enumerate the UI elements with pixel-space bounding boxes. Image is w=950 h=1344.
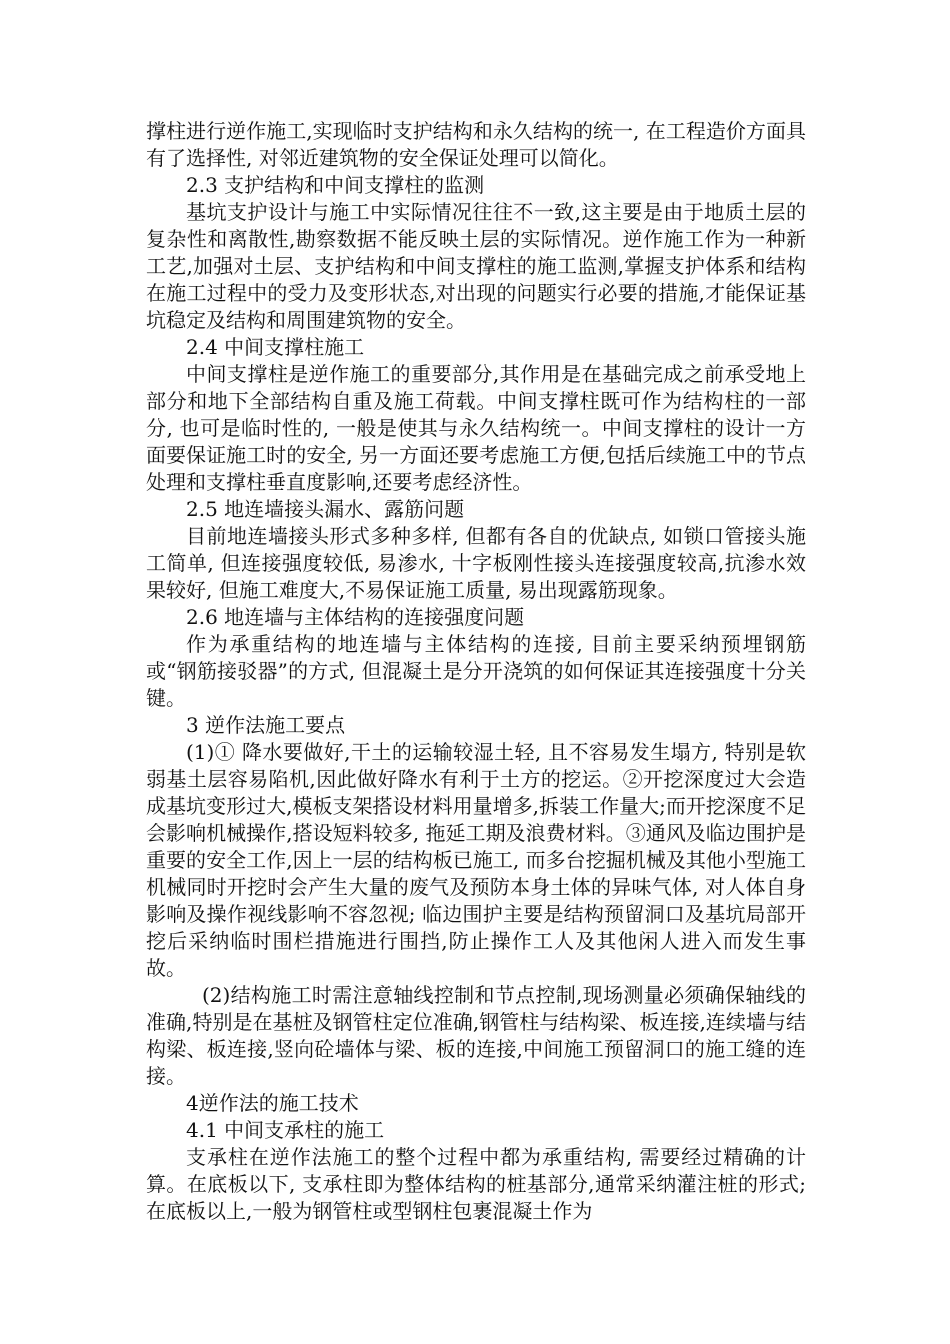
section-heading-2-3: 2.3 支护结构和中间支撑柱的监测 xyxy=(186,173,485,197)
paragraph-continued: 撑柱进行逆作施工,实现临时支护结构和永久结构的统一, 在工程造价方面具有了选择性, 对邻近建筑物的安全保证处理可以简化。 xyxy=(146,119,806,170)
section-heading-4: 4逆作法的施工技术 xyxy=(186,1091,359,1115)
section-heading-4-1: 4.1 中间支承柱的施工 xyxy=(186,1118,385,1142)
section-heading-2-5: 2.5 地连墙接头漏水、露筋问题 xyxy=(186,497,465,521)
paragraph-key-points-2: (2)结构施工时需注意轴线控制和节点控制,现场测量必须确保轴线的准确,特别是在基桩及钢管柱定位准确,钢管柱与结构梁、板连接,连续墙与结构梁、板连接,竖向砼墙体与梁、板的连接,中间施工预留洞口的施工缝的连接。 xyxy=(146,983,806,1088)
section-heading-2-4: 2.4 中间支撑柱施工 xyxy=(186,335,365,359)
paragraph-connection-strength: 作为承重结构的地连墙与主体结构的连接, 目前主要采纳预埋钢筋或“钢筋接驳器”的方式, 但混凝土是分开浇筑的如何保证其连接强度十分关键。 xyxy=(146,632,806,710)
paragraph-monitoring: 基坑支护设计与施工中实际情况往往不一致,这主要是由于地质土层的复杂性和离散性,勘察数据不能反映土层的实际情况。逆作施工作为一种新工艺,加强对土层、支护结构和中间支撑柱的施工监测,掌握支护体系和结构在施工过程中的受力及变形状态,对出现的问题实行必要的措施,才能保证基坑稳定及结构和周围建筑物的安全。 xyxy=(146,200,806,332)
paragraph-support-column-construction: 支承柱在逆作法施工的整个过程中都为承重结构, 需要经过精确的计算。在底板以下, 支承柱即为整体结构的桩基部分,通常采纳灌注桩的形式;在底板以上,一般为钢管柱或型钢柱包裹混凝土作为 xyxy=(146,1145,806,1223)
section-heading-3: 3 逆作法施工要点 xyxy=(186,713,346,737)
document-page xyxy=(146,118,806,1225)
paragraph-support-column: 中间支撑柱是逆作施工的重要部分,其作用是在基础完成之前承受地上部分和地下全部结构自重及施工荷载。中间支撑柱既可作为结构柱的一部分, 也可是临时性的, 一般是使其与永久结构统一。中间支撑柱的设计一方面要保证施工时的安全, 另一方面还要考虑施工方便,包括后续施工中的节点处理和支撑柱垂直度影响,还要考虑经济性。 xyxy=(146,362,806,494)
section-heading-2-6: 2.6 地连墙与主体结构的连接强度问题 xyxy=(186,605,525,629)
paragraph-joint-leakage: 目前地连墙接头形式多种多样, 但都有各自的优缺点, 如锁口管接头施工简单, 但连接强度较低, 易渗水, 十字板刚性接头连接强度较高,抗渗水效果较好, 但施工难度大,不易保证施工质量, 易出现露筋现象。 xyxy=(146,524,806,602)
paragraph-key-points-1: (1)① 降水要做好,干土的运输较湿土轻, 且不容易发生塌方, 特别是软弱基土层容易陷机,因此做好降水有利于土方的挖运。②开挖深度过大会造成基坑变形过大,模板支架搭设材料用量增多,拆装工作量大;而开挖深度不足会影响机械操作,搭设短料较多, 拖延工期及浪费材料。③通风及临边围护是重要的安全工作,因上一层的结构板已施工, 而多台挖掘机械及其他小型施工机械同时开挖时会产生大量的废气及预防本身土体的异味气体, 对人体自身影响及操作视线影响不容忽视; 临边围护主要是结构预留洞口及基坑局部开挖后采纳临时围栏措施进行围挡,防止操作工人及其他闲人进入而发生事故。 xyxy=(146,740,806,980)
